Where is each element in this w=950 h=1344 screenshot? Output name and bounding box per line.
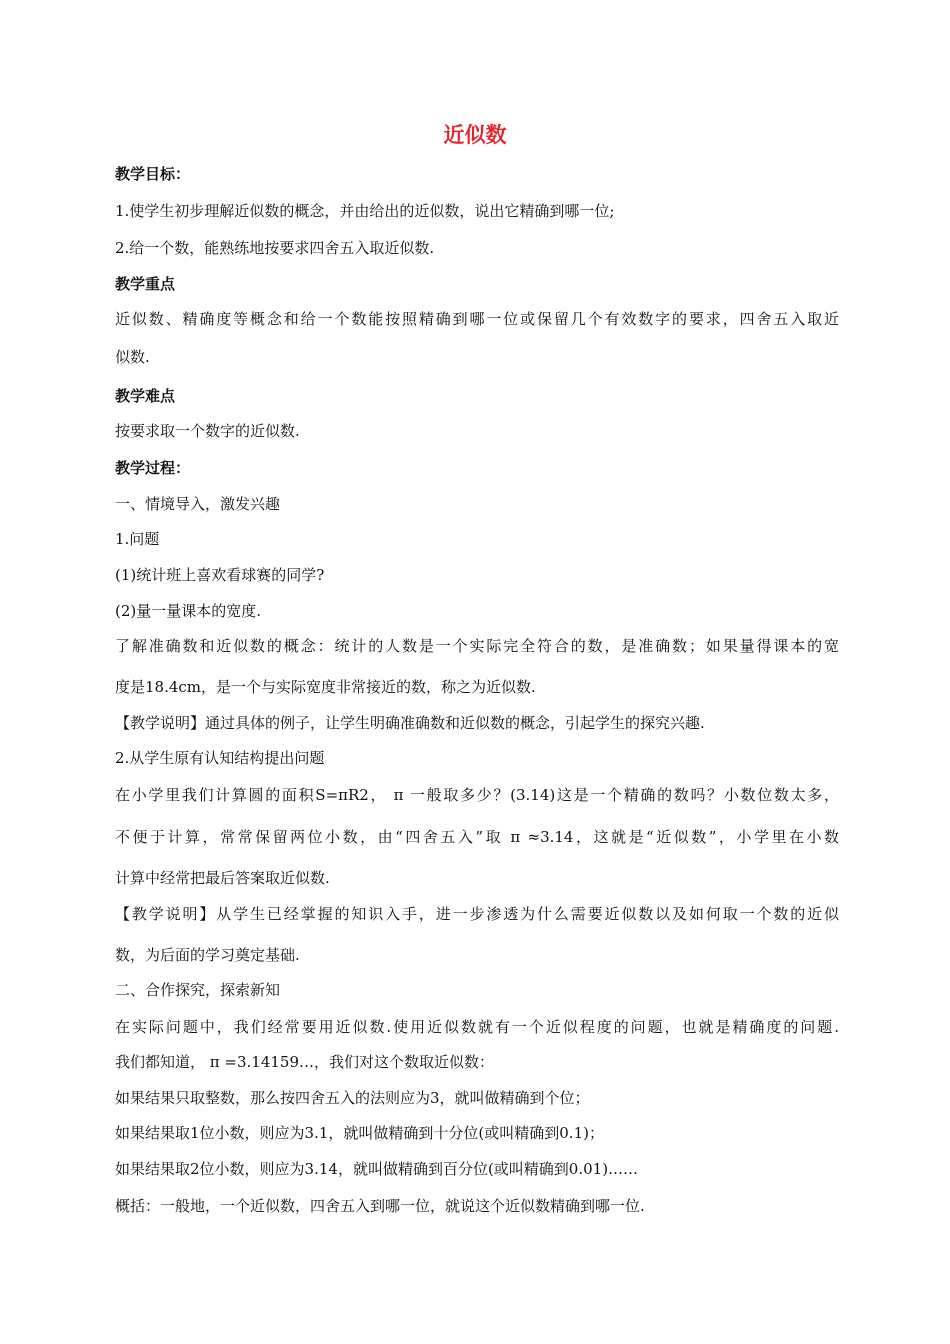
process-heading: 教学过程： bbox=[115, 459, 191, 477]
explore-text: 我们都知道， π =3.14159…，我们对这个数取近似数： bbox=[115, 1053, 494, 1071]
explore-text: 如果结果取1位小数，则应为3.1，就叫做精确到十分位(或叫精确到0.1)； bbox=[115, 1124, 604, 1142]
circle-text: 不便于计算，常常保留两位小数，由“四舍五入”取 π ≈3.14，这就是“近似数”，小学里在小数 bbox=[115, 828, 839, 846]
key-points-text: 近似数、精确度等概念和给一个数能按照精确到哪一位或保留几个有效数字的要求，四舍五入取近 bbox=[115, 310, 839, 328]
concept-text: 了解准确数和近似数的概念：统计的人数是一个实际完全符合的数，是准确数；如果量得课本的宽 bbox=[115, 637, 839, 655]
circle-text: 在小学里我们计算圆的面积S=πR2， π 一般取多少？(3.14)这是一个精确的数吗？小数位数太多， bbox=[115, 786, 839, 804]
explore-text: 如果结果取2位小数，则应为3.14，就叫做精确到百分位(或叫精确到0.01)…… bbox=[115, 1160, 639, 1178]
item-title: 2.从学生原有认知结构提出问题 bbox=[115, 749, 325, 767]
section-title: 二、合作探究，探索新知 bbox=[115, 981, 281, 999]
teaching-note: 【教学说明】通过具体的例子，让学生明确准确数和近似数的概念，引起学生的探究兴趣. bbox=[115, 714, 705, 732]
objective-item: 1.使学生初步理解近似数的概念，并由给出的近似数，说出它精确到哪一位; bbox=[115, 202, 615, 220]
difficulty-text: 按要求取一个数字的近似数. bbox=[115, 422, 300, 440]
key-points-heading: 教学重点 bbox=[115, 275, 176, 293]
objective-item: 2.给一个数，能熟练地按要求四舍五入取近似数. bbox=[115, 239, 435, 257]
explore-text: 在实际问题中，我们经常要用近似数.使用近似数就有一个近似程度的问题，也就是精确度的问题. bbox=[115, 1018, 839, 1036]
circle-text: 计算中经常把最后答案取近似数. bbox=[115, 869, 330, 887]
concept-text: 度是18.4cm，是一个与实际宽度非常接近的数，称之为近似数. bbox=[115, 678, 536, 696]
section-title: 一、情境导入，激发兴趣 bbox=[115, 495, 281, 513]
question-item: (1)统计班上喜欢看球赛的同学? bbox=[115, 566, 325, 584]
item-title: 1.问题 bbox=[115, 530, 160, 548]
teaching-note: 数，为后面的学习奠定基础. bbox=[115, 946, 300, 964]
teaching-note: 【教学说明】从学生已经掌握的知识入手，进一步渗透为什么需要近似数以及如何取一个数的近似 bbox=[115, 905, 839, 923]
difficulty-heading: 教学难点 bbox=[115, 387, 176, 405]
question-item: (2)量一量课本的宽度. bbox=[115, 602, 262, 620]
explore-text: 如果结果只取整数，那么按四舍五入的法则应为3，就叫做精确到个位； bbox=[115, 1089, 590, 1107]
objectives-heading: 教学目标： bbox=[115, 165, 191, 183]
key-points-text: 似数. bbox=[115, 348, 150, 366]
document-title: 近似数 bbox=[443, 123, 507, 147]
summary-text: 概括：一般地，一个近似数，四舍五入到哪一位，就说这个近似数精确到哪一位. bbox=[115, 1197, 645, 1215]
